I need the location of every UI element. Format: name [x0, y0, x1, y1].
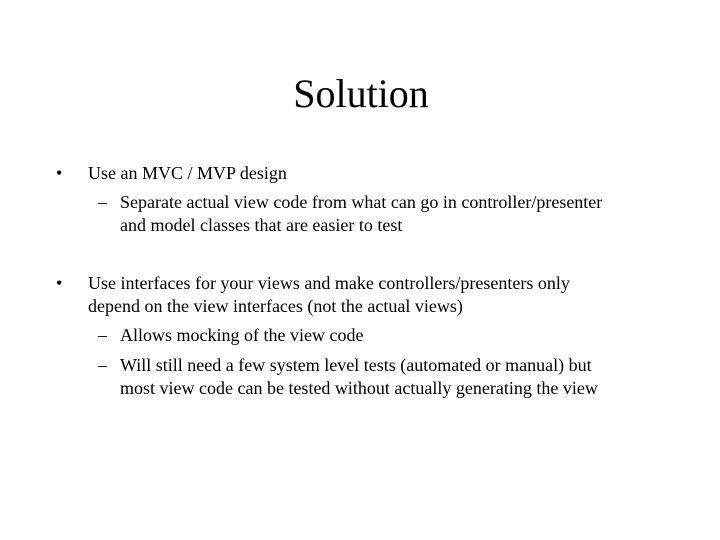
bullet-line: Use interfaces for your views and make controllers/presenters only — [88, 273, 570, 293]
sub-bullet-line: and model classes that are easier to test — [120, 215, 403, 235]
slide-title: Solution — [293, 71, 429, 116]
sub-bullet-text — [120, 324, 680, 347]
sub-bullet-line: most view code can be tested without actually generating the view — [120, 378, 598, 398]
bullet-marker: • — [56, 273, 63, 293]
sub-bullet-marker: – — [98, 325, 107, 345]
sub-bullet-line: Will still need a few system level tests (automated or manual) but — [120, 355, 592, 375]
bullet-line: depend on the view interfaces (not the actual views) — [88, 296, 463, 316]
sub-bullet-text — [120, 191, 680, 237]
sub-bullet-text — [120, 354, 680, 400]
bullet-line: Use an MVC / MVP design — [88, 163, 287, 183]
bullet-marker: • — [56, 163, 63, 183]
sub-bullet-marker: – — [98, 355, 107, 375]
sub-bullet-line: Allows mocking of the view code — [120, 325, 364, 345]
sub-bullet-marker: – — [98, 192, 107, 212]
bullet-text — [88, 272, 686, 318]
sub-bullet-line: Separate actual view code from what can go in controller/presenter — [120, 192, 603, 212]
bullet-text — [88, 162, 686, 185]
